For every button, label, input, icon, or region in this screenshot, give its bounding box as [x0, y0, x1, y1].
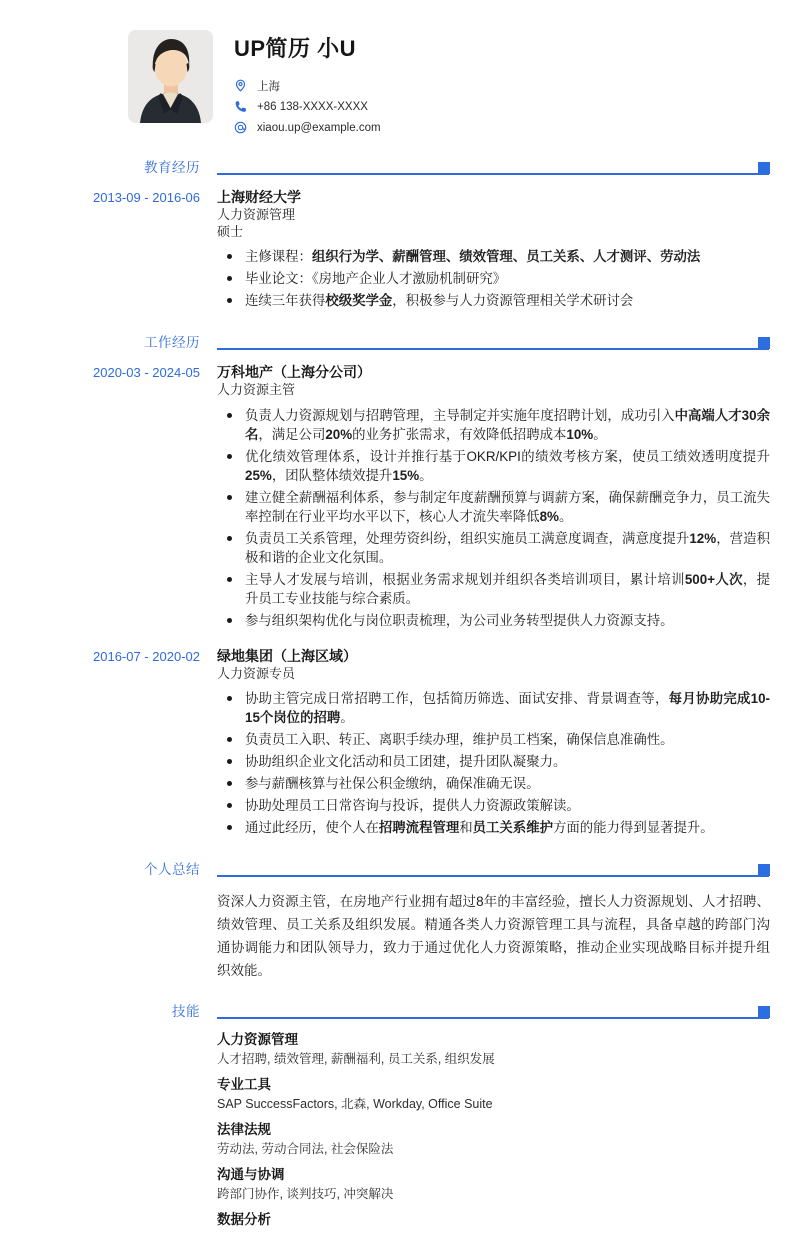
text-segment: 通过此经历，使个人在 — [245, 820, 379, 835]
section-title: 教育经历 — [144, 160, 200, 175]
bold-text-segment: 15% — [392, 467, 420, 483]
entry-body — [217, 363, 770, 633]
section-summary-header — [0, 862, 799, 878]
text-segment: 。 — [419, 467, 433, 483]
summary-left-spacer — [0, 888, 200, 982]
section-rule — [217, 863, 770, 878]
contact-phone-text: +86 138-XXXX-XXXX — [257, 100, 368, 113]
contact-email-text: xiaou.up@example.com — [257, 121, 381, 134]
section-skills — [0, 1004, 799, 1237]
text-segment: 。 — [558, 508, 573, 524]
skill-groups — [217, 1030, 770, 1237]
bullet-dot — [227, 696, 232, 701]
bullet-dot — [227, 298, 232, 303]
bullet-item — [217, 269, 770, 288]
skill-group-items: 劳动法, 劳动合同法, 社会保险法 — [217, 1142, 394, 1156]
text-segment: 负责员工入职、转正、离职手续办理，维护员工档案，确保信息准确性。 — [245, 732, 674, 747]
section-work-header — [0, 335, 799, 351]
bold-text-segment: 25% — [245, 467, 272, 483]
text-segment: 毕业论文：《房地产企业人才激励机制研究》 — [245, 271, 507, 286]
bullet-item — [217, 447, 770, 485]
bullet-item — [217, 529, 770, 567]
section-rule — [217, 336, 770, 351]
text-segment: ，提升员工专业技能与综合素质。 — [245, 571, 771, 606]
bold-text-segment: 员工关系维护 — [472, 820, 553, 835]
bullet-item — [217, 570, 770, 608]
bullet-dot — [227, 825, 232, 830]
text-segment: 协助组织企业文化活动和员工团建，提升团队凝聚力。 — [245, 754, 567, 769]
text-segment: 参与薪酬核算与社保公积金缴纳，确保准确无误。 — [245, 776, 540, 791]
section-summary — [0, 862, 799, 982]
bullet-item — [217, 774, 770, 793]
bullet-item — [217, 291, 770, 310]
resume-entry — [0, 188, 799, 313]
bullet-dot — [227, 254, 232, 259]
text-segment: 。 — [593, 426, 607, 442]
skill-group — [217, 1120, 770, 1158]
text-segment: 和 — [459, 820, 473, 835]
skill-group — [217, 1030, 770, 1068]
phone-icon — [234, 100, 247, 113]
bold-text-segment: 10% — [566, 426, 594, 442]
entry-subheading: 人力资源主管 — [217, 382, 296, 397]
section-title: 技能 — [172, 1004, 200, 1019]
text-segment: 参与组织架构优化与岗位职责梳理，为公司业务转型提供人力资源支持。 — [245, 612, 674, 628]
text-segment: ，积极参与人力资源管理相关学术研讨会 — [392, 293, 634, 308]
text-segment: 。 — [340, 710, 354, 725]
bold-text-segment: 每月协助完成10-15个岗位的招聘 — [245, 691, 771, 725]
education-entries — [0, 188, 799, 313]
entry-heading: 上海财经大学 — [217, 189, 301, 205]
section-title: 个人总结 — [144, 862, 200, 877]
person-name: UP简历 小U — [234, 36, 357, 61]
entry-date: 2013-09 - 2016-06 — [93, 190, 200, 205]
bullet-list — [217, 406, 770, 630]
resume-header — [0, 0, 799, 138]
section-rule-square — [758, 162, 770, 174]
bullet-dot — [227, 577, 232, 582]
location-icon — [234, 79, 247, 92]
section-rule-line — [217, 1017, 769, 1019]
text-segment: 优化绩效管理体系，设计并推行基于OKR/KPI的绩效考核方案，使员工绩效透明度提升 — [245, 448, 770, 464]
bullet-dot — [227, 803, 232, 808]
bold-text-segment: 中高端人才30余名 — [245, 407, 770, 442]
text-segment: 协助主管完成日常招聘工作，包括简历筛选、面试安排、背景调查等， — [245, 691, 669, 706]
skill-group-name: 数据分析 — [217, 1212, 271, 1227]
text-segment: 主修课程： — [245, 249, 312, 264]
bold-text-segment: 组织行为学、薪酬管理、绩效管理、员工关系、人才测评、劳动法 — [311, 249, 701, 264]
section-education-header — [0, 160, 799, 176]
section-rule-square — [758, 864, 770, 876]
contact-email — [234, 117, 381, 138]
text-segment: 的业务扩张需求，有效降低招聘成本 — [352, 426, 567, 442]
section-rule-line — [217, 348, 769, 350]
skill-group — [217, 1075, 770, 1113]
email-icon — [234, 121, 247, 134]
bullet-item — [217, 611, 770, 630]
skills-body — [0, 1030, 799, 1237]
entry-subheading: 人力资源管理 — [217, 207, 296, 222]
bold-text-segment: 500+人次 — [684, 571, 743, 587]
section-rule-line — [217, 173, 769, 175]
text-segment: ，团队整体绩效提升 — [271, 467, 393, 483]
bullet-dot — [227, 536, 232, 541]
bullet-dot — [227, 759, 232, 764]
section-rule-line — [217, 875, 769, 877]
text-segment: ，满足公司 — [258, 426, 326, 442]
bullet-item — [217, 730, 770, 749]
bullet-dot — [227, 781, 232, 786]
entry-date: 2016-07 - 2020-02 — [93, 648, 200, 664]
skill-group — [217, 1210, 770, 1230]
bullet-dot — [227, 454, 232, 459]
bullet-item — [217, 689, 770, 727]
skill-group-name: 专业工具 — [217, 1077, 271, 1092]
summary-text: 资深人力资源主管，在房地产行业拥有超过8年的丰富经验，擅长人力资源规划、人才招聘、绩效管理、员工关系及组织发展。精通各类人力资源管理工具与流程，具备卓越的跨部门沟通协调能力和团队领导力，致力于通过优化人力资源策略，推动企业实现战略目标并提升组织效能。 — [217, 894, 770, 978]
bold-text-segment: 12% — [689, 530, 717, 546]
bullet-item — [217, 488, 770, 526]
bullet-dot — [227, 495, 232, 500]
bullet-dot — [227, 737, 232, 742]
contact-location — [234, 75, 381, 96]
profile-photo-illustration — [128, 30, 213, 123]
skill-group-items: 人才招聘, 绩效管理, 薪酬福利, 员工关系, 组织发展 — [217, 1052, 495, 1066]
bullet-item — [217, 818, 770, 837]
bullet-item — [217, 247, 770, 266]
entry-heading: 绿地集团（上海区域） — [217, 647, 357, 664]
section-rule-square — [758, 1006, 770, 1018]
text-segment: 连续三年获得 — [245, 293, 326, 308]
skill-group-name: 人力资源管理 — [217, 1032, 298, 1047]
text-segment: 负责人力资源规划与招聘管理，主导制定并实施年度招聘计划，成功引入 — [245, 407, 675, 423]
entry-body — [217, 647, 770, 841]
bold-text-segment: 招聘流程管理 — [378, 820, 460, 835]
bullet-item — [217, 752, 770, 771]
section-title: 工作经历 — [144, 335, 200, 350]
bold-text-segment: 20% — [325, 426, 353, 442]
skill-group-items: SAP SuccessFactors, 北森, Workday, Office Suite — [217, 1097, 493, 1111]
text-segment: 主导人才发展与培训，根据业务需求规划并组织各类培训项目，累计培训 — [245, 571, 685, 587]
bullet-list — [217, 247, 770, 310]
skills-left-spacer — [0, 1030, 200, 1237]
section-skills-header — [0, 1004, 799, 1020]
summary-body — [0, 888, 799, 982]
entry-subheading: 人力资源专员 — [217, 665, 296, 681]
section-rule — [217, 161, 770, 176]
bullet-dot — [227, 618, 232, 623]
bullet-item — [217, 796, 770, 815]
contact-location-text: 上海 — [257, 80, 280, 93]
section-rule-square — [758, 337, 770, 349]
identity-block — [234, 30, 381, 138]
bold-text-segment: 8% — [539, 508, 559, 524]
bullet-dot — [227, 413, 232, 418]
bullet-list — [217, 689, 770, 837]
text-segment: 协助处理员工日常咨询与投诉，提供人力资源政策解读。 — [245, 798, 580, 813]
text-segment: 负责员工关系管理，处理劳资纠纷，组织实施员工满意度调查，满意度提升 — [245, 530, 690, 546]
text-segment: ，营造积极和谐的企业文化氛围。 — [245, 530, 770, 565]
skill-group-items: 跨部门协作, 谈判技巧, 冲突解决 — [217, 1187, 394, 1201]
text-segment: 方面的能力得到显著提升。 — [552, 820, 714, 835]
bullet-item — [217, 406, 770, 444]
work-entries — [0, 363, 799, 840]
entry-date: 2020-03 - 2024-05 — [93, 365, 200, 380]
section-work — [0, 335, 799, 840]
skill-group — [217, 1165, 770, 1203]
entry-heading: 万科地产（上海分公司） — [217, 364, 371, 380]
profile-photo — [128, 30, 213, 123]
contact-phone — [234, 96, 381, 117]
section-education — [0, 160, 799, 313]
skill-group-name: 法律法规 — [217, 1122, 271, 1137]
entry-body — [217, 188, 770, 313]
resume-entry — [0, 363, 799, 633]
entry-subheading: 硕士 — [217, 223, 244, 239]
resume-entry — [0, 647, 799, 841]
section-rule — [217, 1005, 770, 1020]
text-segment: 建立健全薪酬福利体系，参与制定年度薪酬预算与调薪方案，确保薪酬竞争力，员工流失率控制在行业平均水平以下，核心人才流失率降低 — [245, 489, 770, 524]
bold-text-segment: 校级奖学金 — [325, 293, 393, 308]
skill-group-name: 沟通与协调 — [217, 1167, 285, 1182]
bullet-dot — [227, 276, 232, 281]
